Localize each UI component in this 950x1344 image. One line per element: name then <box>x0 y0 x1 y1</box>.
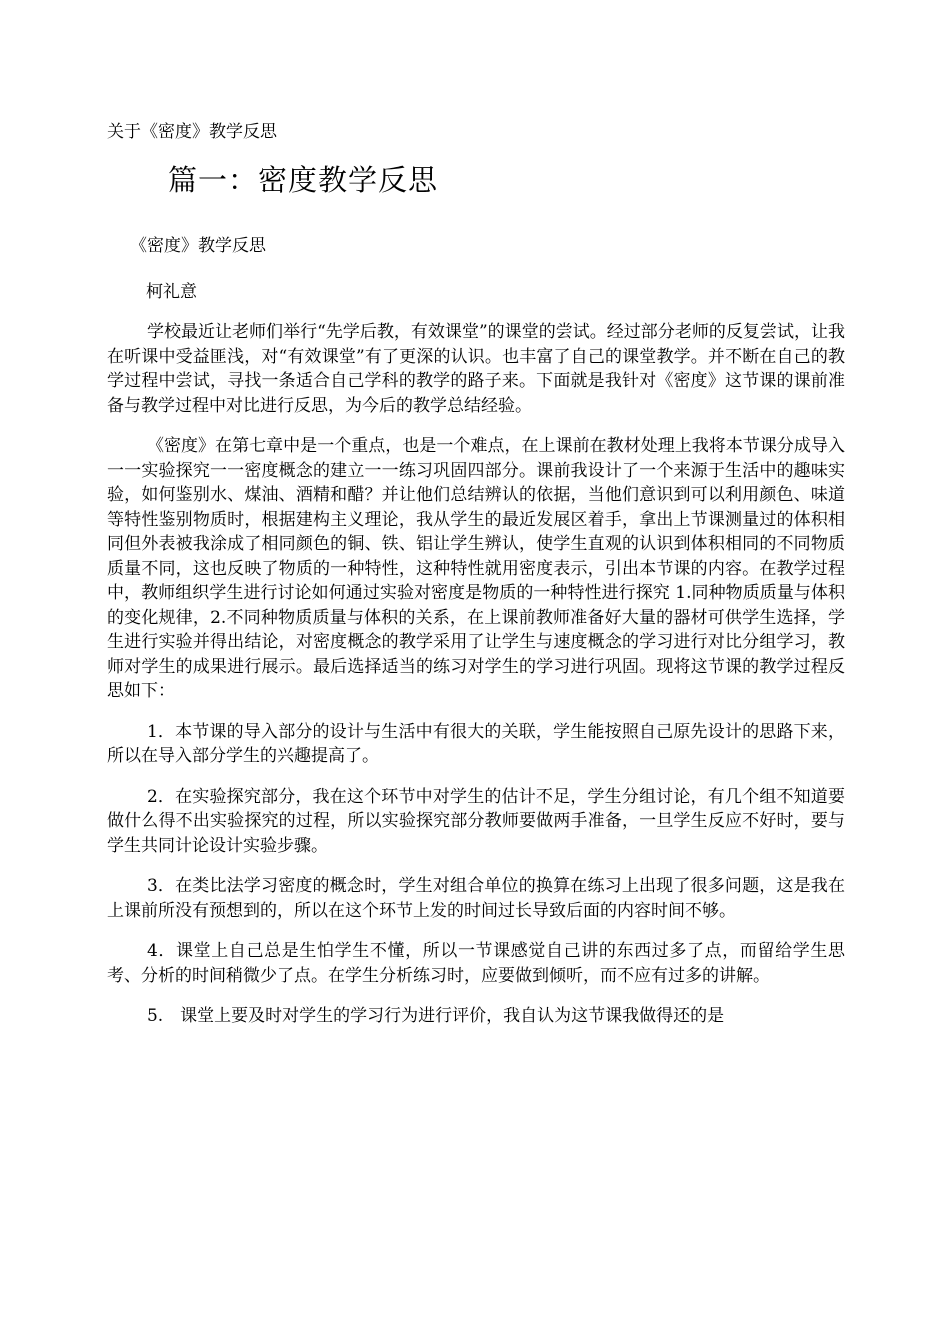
paragraph-reflection-3: 3．在类比法学习密度的概念时，学生对组合单位的换算在练习上出现了很多问题，这是我在上课前所没有预想到的，所以在这个环节上发的时间过长导致后面的内容时间不够。 <box>107 876 845 921</box>
article-heading: 篇一：密度教学反思 <box>168 163 439 197</box>
paragraph-reflection-5: 5. 课堂上要及时对学生的学习行为进行评价，我自认为这节课我做得还的是 <box>146 1006 725 1026</box>
article-body <box>107 320 845 1045</box>
paragraph-lesson-overview: 《密度》在第七章中是一个重点，也是一个难点，在上课前在教材处理上我将本节课分成导入一一实验探究一一密度概念的建立一一练习巩固四部分。课前我设计了一个来源于生活中的趣味实验，如何鉴别水、煤油、酒精和醋？并让他们总结辨认的依据，当他们意识到可以利用颜色、味道等特性鉴别物质时，根据建构主义理论，我从学生的最近发展区着手，拿出上节课测量过的体积相同但外表被我涂成了相同颜色的铜、铁、铝让学生辨认，使学生直观的认识到体积相同的不同物质质量不同，这也反映了物质的一种特性，这种特性就用密度表示，引出本节课的内容。在教学过程中，教师组织学生进行讨论如何通过实验对密度是物质的一种特性进行探究 1.同种物质质量与体积的变化规律，2.不同种物质质量与体积的关系，在上课前教师准备好大量的器材可供学生选择，学生进行实验并得出结论，对密度概念的教学采用了让学生与速度概念的学习进行对比分组学习，教师对学生的成果进行展示。最后选择适当的练习对学生的学习进行巩固。现将这节课的教学过程反思如下： <box>107 436 845 701</box>
paragraph-intro: 学校最近让老师们举行“先学后教，有效课堂”的课堂的尝试。经过部分老师的反复尝试，让我在听课中受益匪浅，对“有效课堂”有了更深的认识。也丰富了自己的课堂教学。并不断在自己的教学过程中尝试，寻找一条适合自己学科的教学的路子来。下面就是我针对《密度》这节课的课前准备与教学过程中对比进行反思，为今后的教学总结经验。 <box>107 322 845 416</box>
article-subtitle: 《密度》教学反思 <box>130 236 266 256</box>
paragraph-reflection-2: 2．在实验探究部分，我在这个环节中对学生的估计不足，学生分组讨论，有几个组不知道要做什么得不出实验探究的过程，所以实验探究部分教师要做两手准备，一旦学生反应不好时，要与学生共同计论设计实验步骤。 <box>107 786 845 856</box>
paragraph-reflection-1: 1．本节课的导入部分的设计与生活中有很大的关联，学生能按照自己原先设计的思路下来，所以在导入部分学生的兴趣提高了。 <box>107 721 845 766</box>
document-label: 关于《密度》教学反思 <box>107 122 277 142</box>
author-name: 柯礼意 <box>146 282 197 302</box>
paragraph-reflection-4: 4．课堂上自己总是生怕学生不懂，所以一节课感觉自己讲的东西过多了点，而留给学生思考、分析的时间稍微少了点。在学生分析练习时，应要做到倾听，而不应有过多的讲解。 <box>107 941 845 986</box>
